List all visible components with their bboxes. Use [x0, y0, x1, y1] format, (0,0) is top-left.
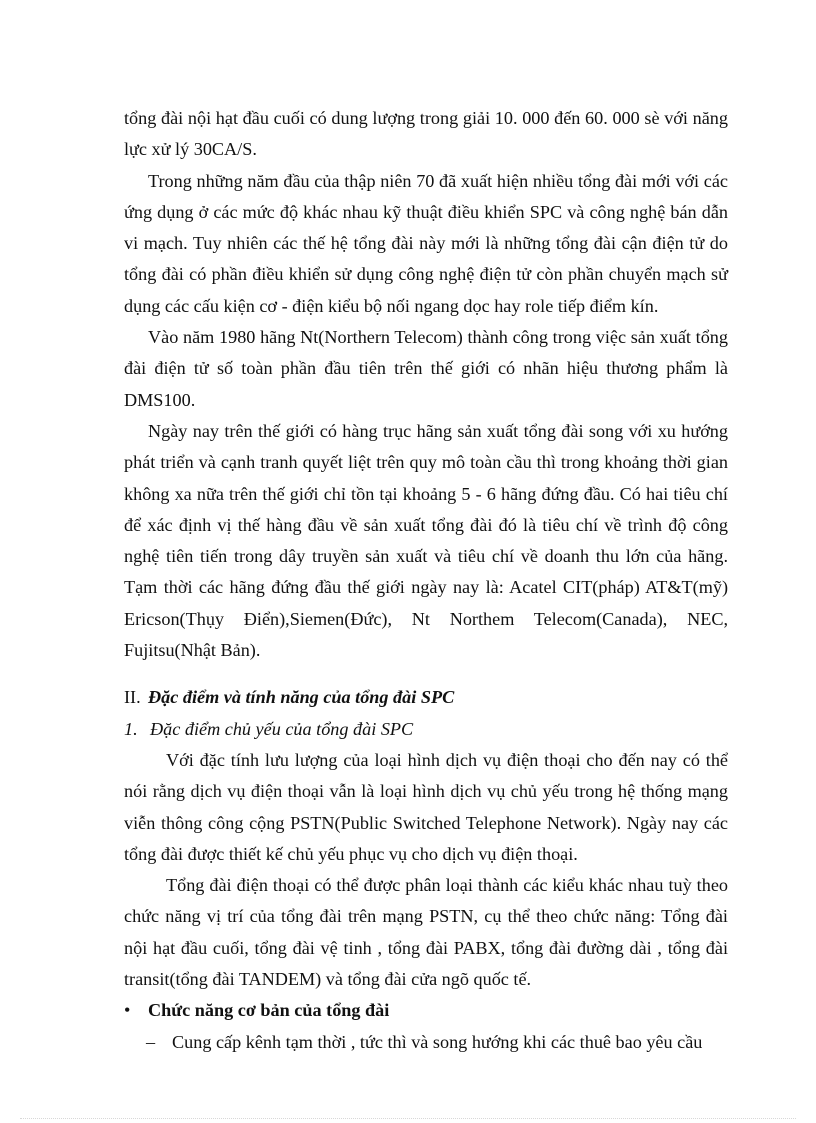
dash-item-text: Cung cấp kênh tạm thời , tức thì và song hướng khi các thuê bao yêu cầu — [172, 1031, 703, 1052]
bullet-text: Chức năng cơ bản của tổng đài — [148, 1000, 390, 1021]
document-body — [124, 103, 728, 1058]
subsection-number: 1. — [124, 718, 138, 739]
subsection-title: Đặc điểm chủ yếu của tổng đài SPC — [150, 718, 414, 739]
section-number: II. — [124, 687, 141, 708]
section-heading — [124, 682, 728, 713]
dash-list-item — [124, 1027, 728, 1058]
paragraph-5: Với đặc tính lưu lượng của loại hình dịch vụ điện thoại cho đến nay có thể nói rằng dịch vụ điện thoại vẫn là loại hình dịch vụ chủ yếu trong hệ thống mạng viễn thông công cộng PSTN(Public Switched Telephone Network). Ngày nay các tổng đài được thiết kế chủ yếu phục vụ cho dịch vụ điện thoại. — [124, 749, 728, 864]
paragraph-3: Vào năm 1980 hãng Nt(Northern Telecom) thành công trong việc sản xuất tổng đài điện tử số toàn phần đầu tiên trên thế giới có nhãn hiệu thương phẩm là DMS100. — [124, 327, 728, 410]
page-bottom-rule — [20, 1118, 796, 1119]
paragraph-2: Trong những năm đầu của thập niên 70 đã xuất hiện nhiều tổng đài mới với các ứng dụng ở các mức độ khác nhau kỹ thuật điều khiển SPC và công nghệ bán dẫn vi mạch. Tuy nhiên các thế hệ tổng đài này mới là những tổng đài cận điện tử do tổng đài có phần điều khiển sử dụng công nghệ điện tử còn phần chuyển mạch sử dụng các cấu kiện cơ - điện kiểu bộ nối ngang dọc hay role tiếp điểm kín. — [124, 170, 728, 316]
bullet-item — [124, 995, 728, 1026]
section-title: Đặc điểm và tính năng của tổng đài SPC — [148, 687, 455, 708]
subsection-heading — [124, 714, 728, 745]
dash-icon: – — [146, 1031, 156, 1052]
section-spacer — [124, 666, 728, 682]
paragraph-1: tổng đài nội hạt đầu cuối có dung lượng trong giải 10. 000 đến 60. 000 sè với năng lực xử lý 30CA/S. — [124, 108, 728, 160]
paragraph-4: Ngày nay trên thế giới có hàng trục hãng sản xuất tổng đài song với xu hướng phát triển và cạnh tranh quyết liệt trên quy mô toàn cầu thì trong khoảng thời gian không xa nữa trên thế giới chỉ tồn tại khoảng 5 - 6 hãng đứng đầu. Có hai tiêu chí để xác định vị thế hàng đầu về sản xuất tổng đài đó là tiêu chí về trình độ công nghệ tiên tiến trong dây truyền sản xuất và tiêu chí về doanh thu lớn của hãng. Tạm thời các hãng đứng đầu thế giới ngày nay là: Acatel CIT(pháp) AT&T(mỹ) Ericson(Thụy Điển),Siemen(Đức), Nt Northem Telecom(Canada), NEC, Fujitsu(Nhật Bản). — [124, 420, 728, 661]
paragraph-6: Tổng đài điện thoại có thể được phân loại thành các kiểu khác nhau tuỳ theo chức năng vị trí của tổng đài trên mạng PSTN, cụ thể theo chức năng: Tổng đài nội hạt đầu cuối, tổng đài vệ tinh , tổng đài PABX, tổng đài đường dài , tổng đài transit(tổng đài TANDEM) và tổng đài cửa ngõ quốc tế. — [124, 875, 728, 990]
bullet-icon: • — [124, 1000, 131, 1021]
